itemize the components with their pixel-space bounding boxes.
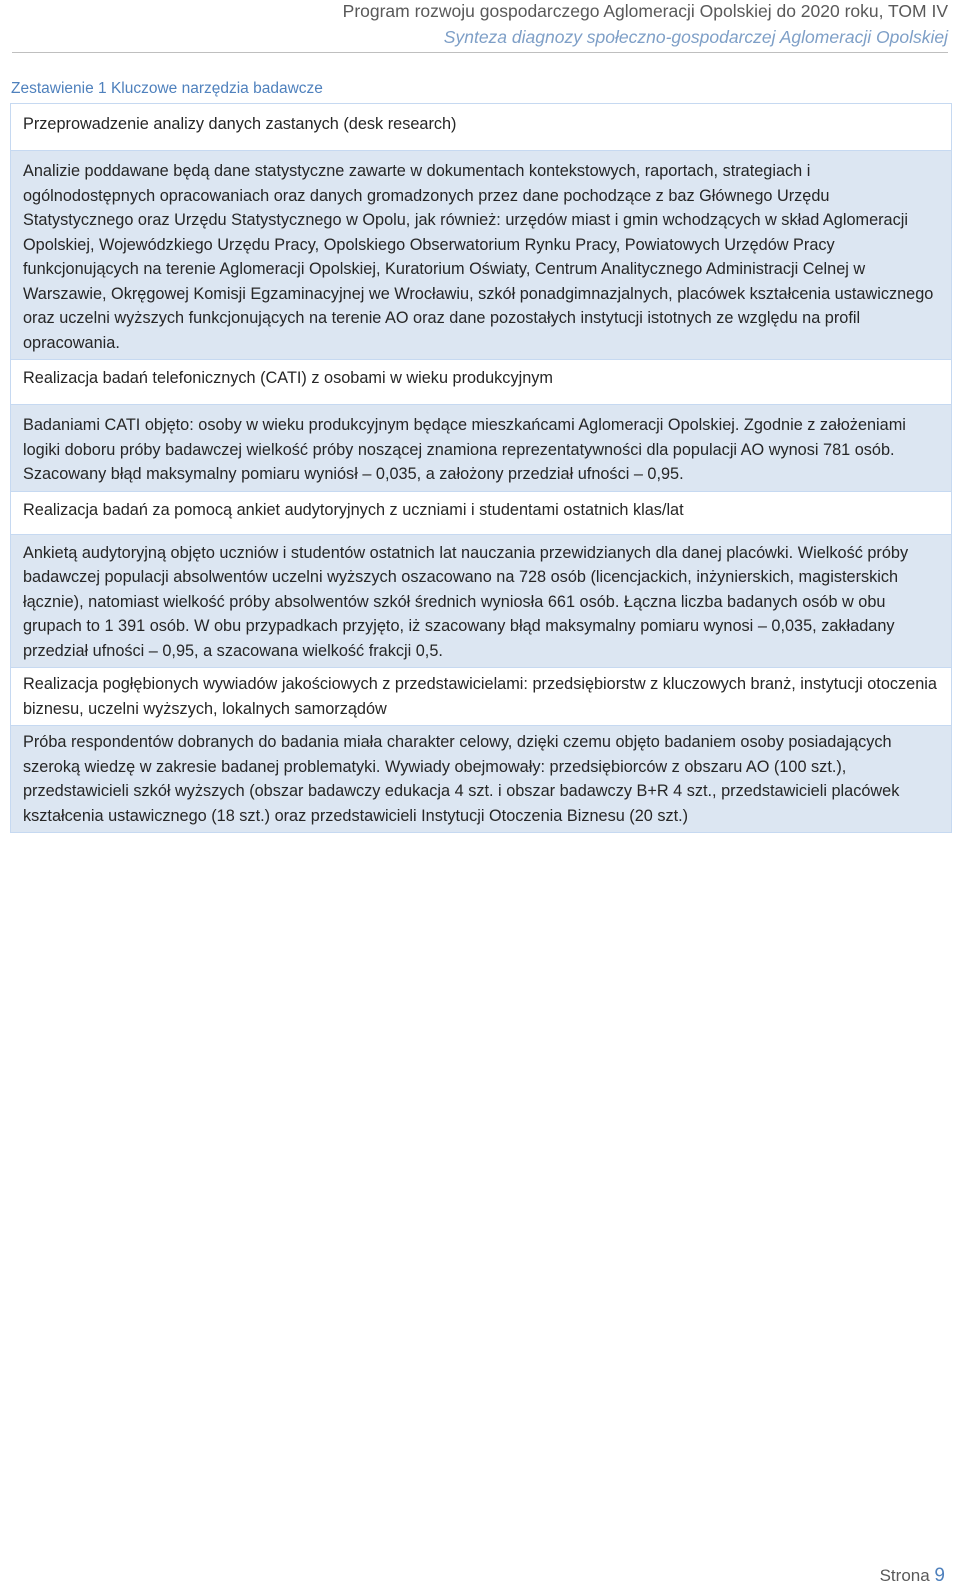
tool-description: Badaniami CATI objęto: osoby w wieku produkcyjnym będące mieszkańcami Aglomeracji Opolskiej. Zgodnie z założeniami logiki doboru próby badawczej wielkość próby noszącej znamiona reprezentatywności dla populacji AO wynosi 781 osób. Szacowany błąd maksymalny pomiaru wyniósł – 0,035, a założony przedział ufności – 0,95.	[11, 405, 952, 492]
tool-heading: Realizacja pogłębionych wywiadów jakościowych z przedstawicielami: przedsiębiorstw z kluczowych branż, instytucji otoczenia biznesu, uczelni wyższych, lokalnych samorządów	[11, 668, 952, 726]
tool-description: Próba respondentów dobranych do badania miała charakter celowy, dzięki czemu objęto badaniem osoby posiadających szeroką wiedzę w zakresie badanej problematyki. Wywiady obejmowały: przedsiębiorców z obszaru AO (100 szt.), przedstawicieli szkół wyższych (obszar badawczy edukacja 4 szt. i obszar badawczy B+R 4 szt., przedstawicieli placówek kształcenia ustawicznego (18 szt.) oraz przedstawicieli Instytucji Otoczenia Biznesu (20 szt.)	[11, 726, 952, 833]
document-subtitle: Synteza diagnozy społeczno-gospodarczej Aglomeracji Opolskiej	[443, 27, 948, 47]
table-row	[11, 668, 952, 726]
table-row	[11, 491, 952, 534]
tool-heading: Realizacja badań telefonicznych (CATI) z osobami w wieku produkcyjnym	[11, 360, 952, 405]
table-row	[11, 405, 952, 492]
research-tools-table	[10, 103, 952, 833]
tool-heading: Przeprowadzenie analizy danych zastanych (desk research)	[11, 104, 952, 151]
document-title: Program rozwoju gospodarczego Aglomeracji Opolskiej do 2020 roku, TOM IV	[342, 1, 948, 21]
page-number: 9	[934, 1565, 945, 1586]
page-footer	[880, 1565, 945, 1587]
tool-description: Analizie poddawane będą dane statystyczne zawarte w dokumentach kontekstowych, raportach, strategiach i ogólnodostępnych opracowaniach oraz danych gromadzonych przez dane pochodzące z baz Głównego Urzędu Statystycznego oraz Urzędu Statystycznego w Opolu, jak również: urzędów miast i gmin wchodzących w skład Aglomeracji Opolskiej, Wojewódzkiego Urzędu Pracy, Opolskiego Obserwatorium Rynku Pracy, Powiatowych Urzędów Pracy funkcjonujących na terenie Aglomeracji Opolskiej, Kuratorium Oświaty, Centrum Analitycznego Administracji Celnej w Warszawie, Okręgowej Komisji Egzaminacyjnej we Wrocławiu, szkół ponadgimnazjalnych, placówek kształcenia ustawicznego oraz uczelni wyższych funkcjonujących na terenie AO oraz dane pozostałych instytucji istotnych ze względu na profil opracowania.	[11, 151, 952, 360]
table-row	[11, 104, 952, 151]
page-label: Strona	[879, 1566, 930, 1585]
table-row	[11, 534, 952, 668]
tool-heading: Realizacja badań za pomocą ankiet audytoryjnych z uczniami i studentami ostatnich klas/lat	[11, 491, 952, 534]
tool-description: Ankietą audytoryjną objęto uczniów i studentów ostatnich lat nauczania przewidzianych dla danej placówki. Wielkość próby badawczej populacji absolwentów uczelni wyższych oszacowano na 728 osób (licencjackich, inżynierskich, magisterskich łącznie), natomiast wielkość próby absolwentów szkół średnich wyniosła 661 osób. Łączna liczba badanych osób w obu grupach to 1 391 osób. W obu przypadkach przyjęto, iż szacowany błąd maksymalny pomiaru wynosi – 0,035, zakładany przedział ufności – 0,95, a szacowana wielkość frakcji 0,5.	[11, 534, 952, 668]
page-header	[12, 0, 948, 53]
table-row	[11, 151, 952, 360]
table-row	[11, 726, 952, 833]
table-row	[11, 360, 952, 405]
table-caption: Zestawienie 1 Kluczowe narzędzia badawcze	[11, 80, 323, 97]
